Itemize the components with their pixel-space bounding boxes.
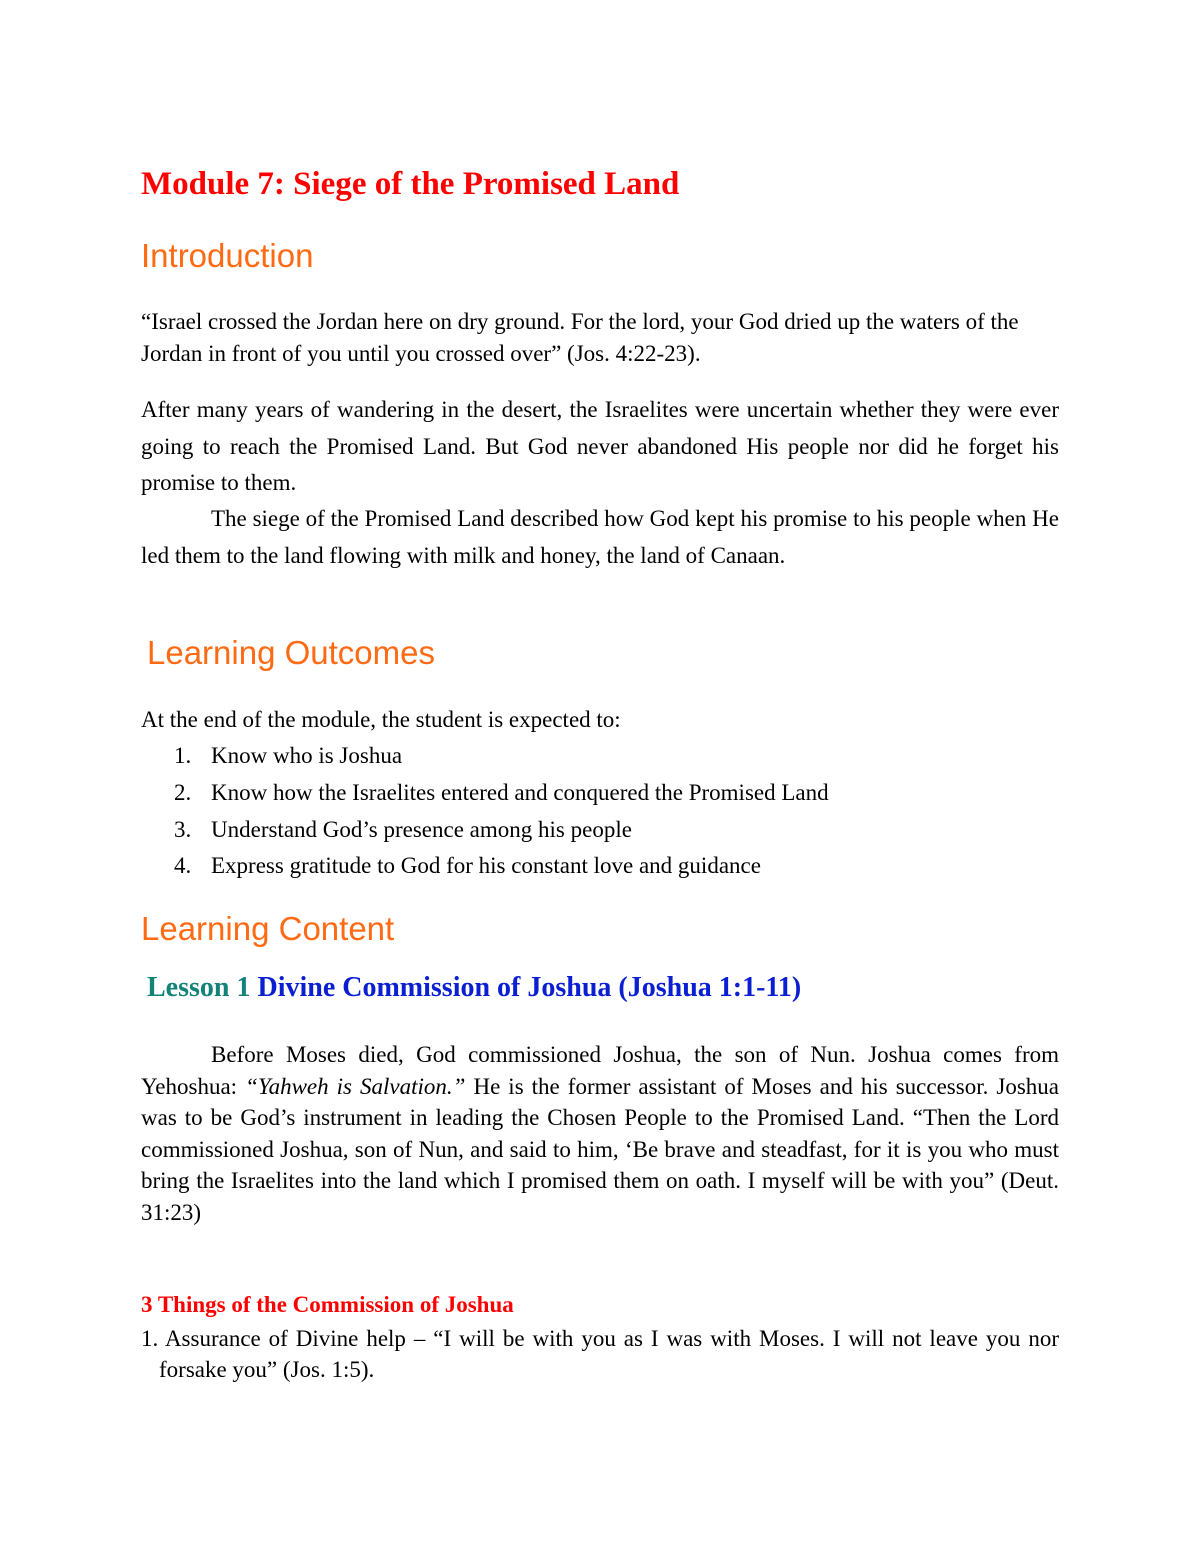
lesson-text-before: Before Moses died, God commissioned Joshua, the son of Nun. Joshua comes from Yehoshua: bbox=[141, 1042, 1059, 1099]
list-item-text: Express gratitude to God for his constant love and guidance bbox=[211, 853, 761, 879]
learning-outcomes-intro: At the end of the module, the student is expected to: bbox=[141, 707, 621, 732]
list-item-number: 2. bbox=[174, 779, 192, 805]
lesson-text-after: He is the former assistant of Moses and his successor. Joshua was to be God’s instrument in leading the Chosen People to the Promised Land. “Then the Lord commissioned Joshua, son of Nun, and said to him, ‘Be brave and steadfast, for it is you who must bring the Israelites into the land which I promised them on oath. I myself will be with you” (Deut. 31:23) bbox=[141, 1073, 1059, 1225]
introduction-heading: Introduction bbox=[141, 237, 314, 274]
list-item-text: Understand God’s presence among his people bbox=[211, 816, 632, 842]
list-item bbox=[174, 777, 829, 814]
introduction-quote: “Israel crossed the Jordan here on dry ground. For the lord, your God dried up the waters of the Jordan in front of you until you crossed over” (Jos. 4:22-23). bbox=[141, 309, 1019, 366]
list-item bbox=[174, 814, 829, 851]
learning-content-heading: Learning Content bbox=[141, 910, 395, 947]
module-title: Module 7: Siege of the Promised Land bbox=[141, 166, 680, 202]
list-item bbox=[174, 850, 829, 887]
commission-item-number: 1. bbox=[141, 1326, 159, 1351]
commission-heading: 3 Things of the Commission of Joshua bbox=[141, 1292, 514, 1317]
list-item-number: 1. bbox=[174, 743, 192, 768]
introduction-paragraph-wandering: After many years of wandering in the desert, the Israelites were uncertain whether they were ever going to reach the Promised Land. But God never abandoned His people nor did he forget his promise to them. bbox=[141, 397, 1059, 495]
list-item bbox=[174, 740, 829, 777]
list-item-number: 4. bbox=[174, 853, 192, 879]
learning-outcomes-list bbox=[174, 740, 829, 887]
learning-outcomes-heading: Learning Outcomes bbox=[147, 634, 435, 671]
list-item-text: Know who is Joshua bbox=[211, 743, 403, 768]
lesson-title: Divine Commission of Joshua (Joshua 1:1-11) bbox=[257, 972, 802, 1003]
lesson-heading bbox=[147, 972, 801, 1004]
lesson-paragraph bbox=[141, 1039, 1059, 1229]
lesson-text-italic: “Yahweh is Salvation.” bbox=[245, 1073, 466, 1099]
lesson-number: Lesson 1 bbox=[147, 972, 251, 1003]
list-item-text: Know how the Israelites entered and conquered the Promised Land bbox=[211, 779, 829, 805]
commission-item bbox=[141, 1323, 1059, 1385]
list-item-number: 3. bbox=[174, 816, 192, 842]
introduction-paragraph-siege: The siege of the Promised Land described how God kept his promise to his people when He led them to the land flowing with milk and honey, the land of Canaan. bbox=[141, 506, 1059, 568]
commission-item-text: Assurance of Divine help – “I will be with you as I was with Moses. I will not leave you nor forsake you” (Jos. 1:5). bbox=[159, 1326, 1059, 1382]
